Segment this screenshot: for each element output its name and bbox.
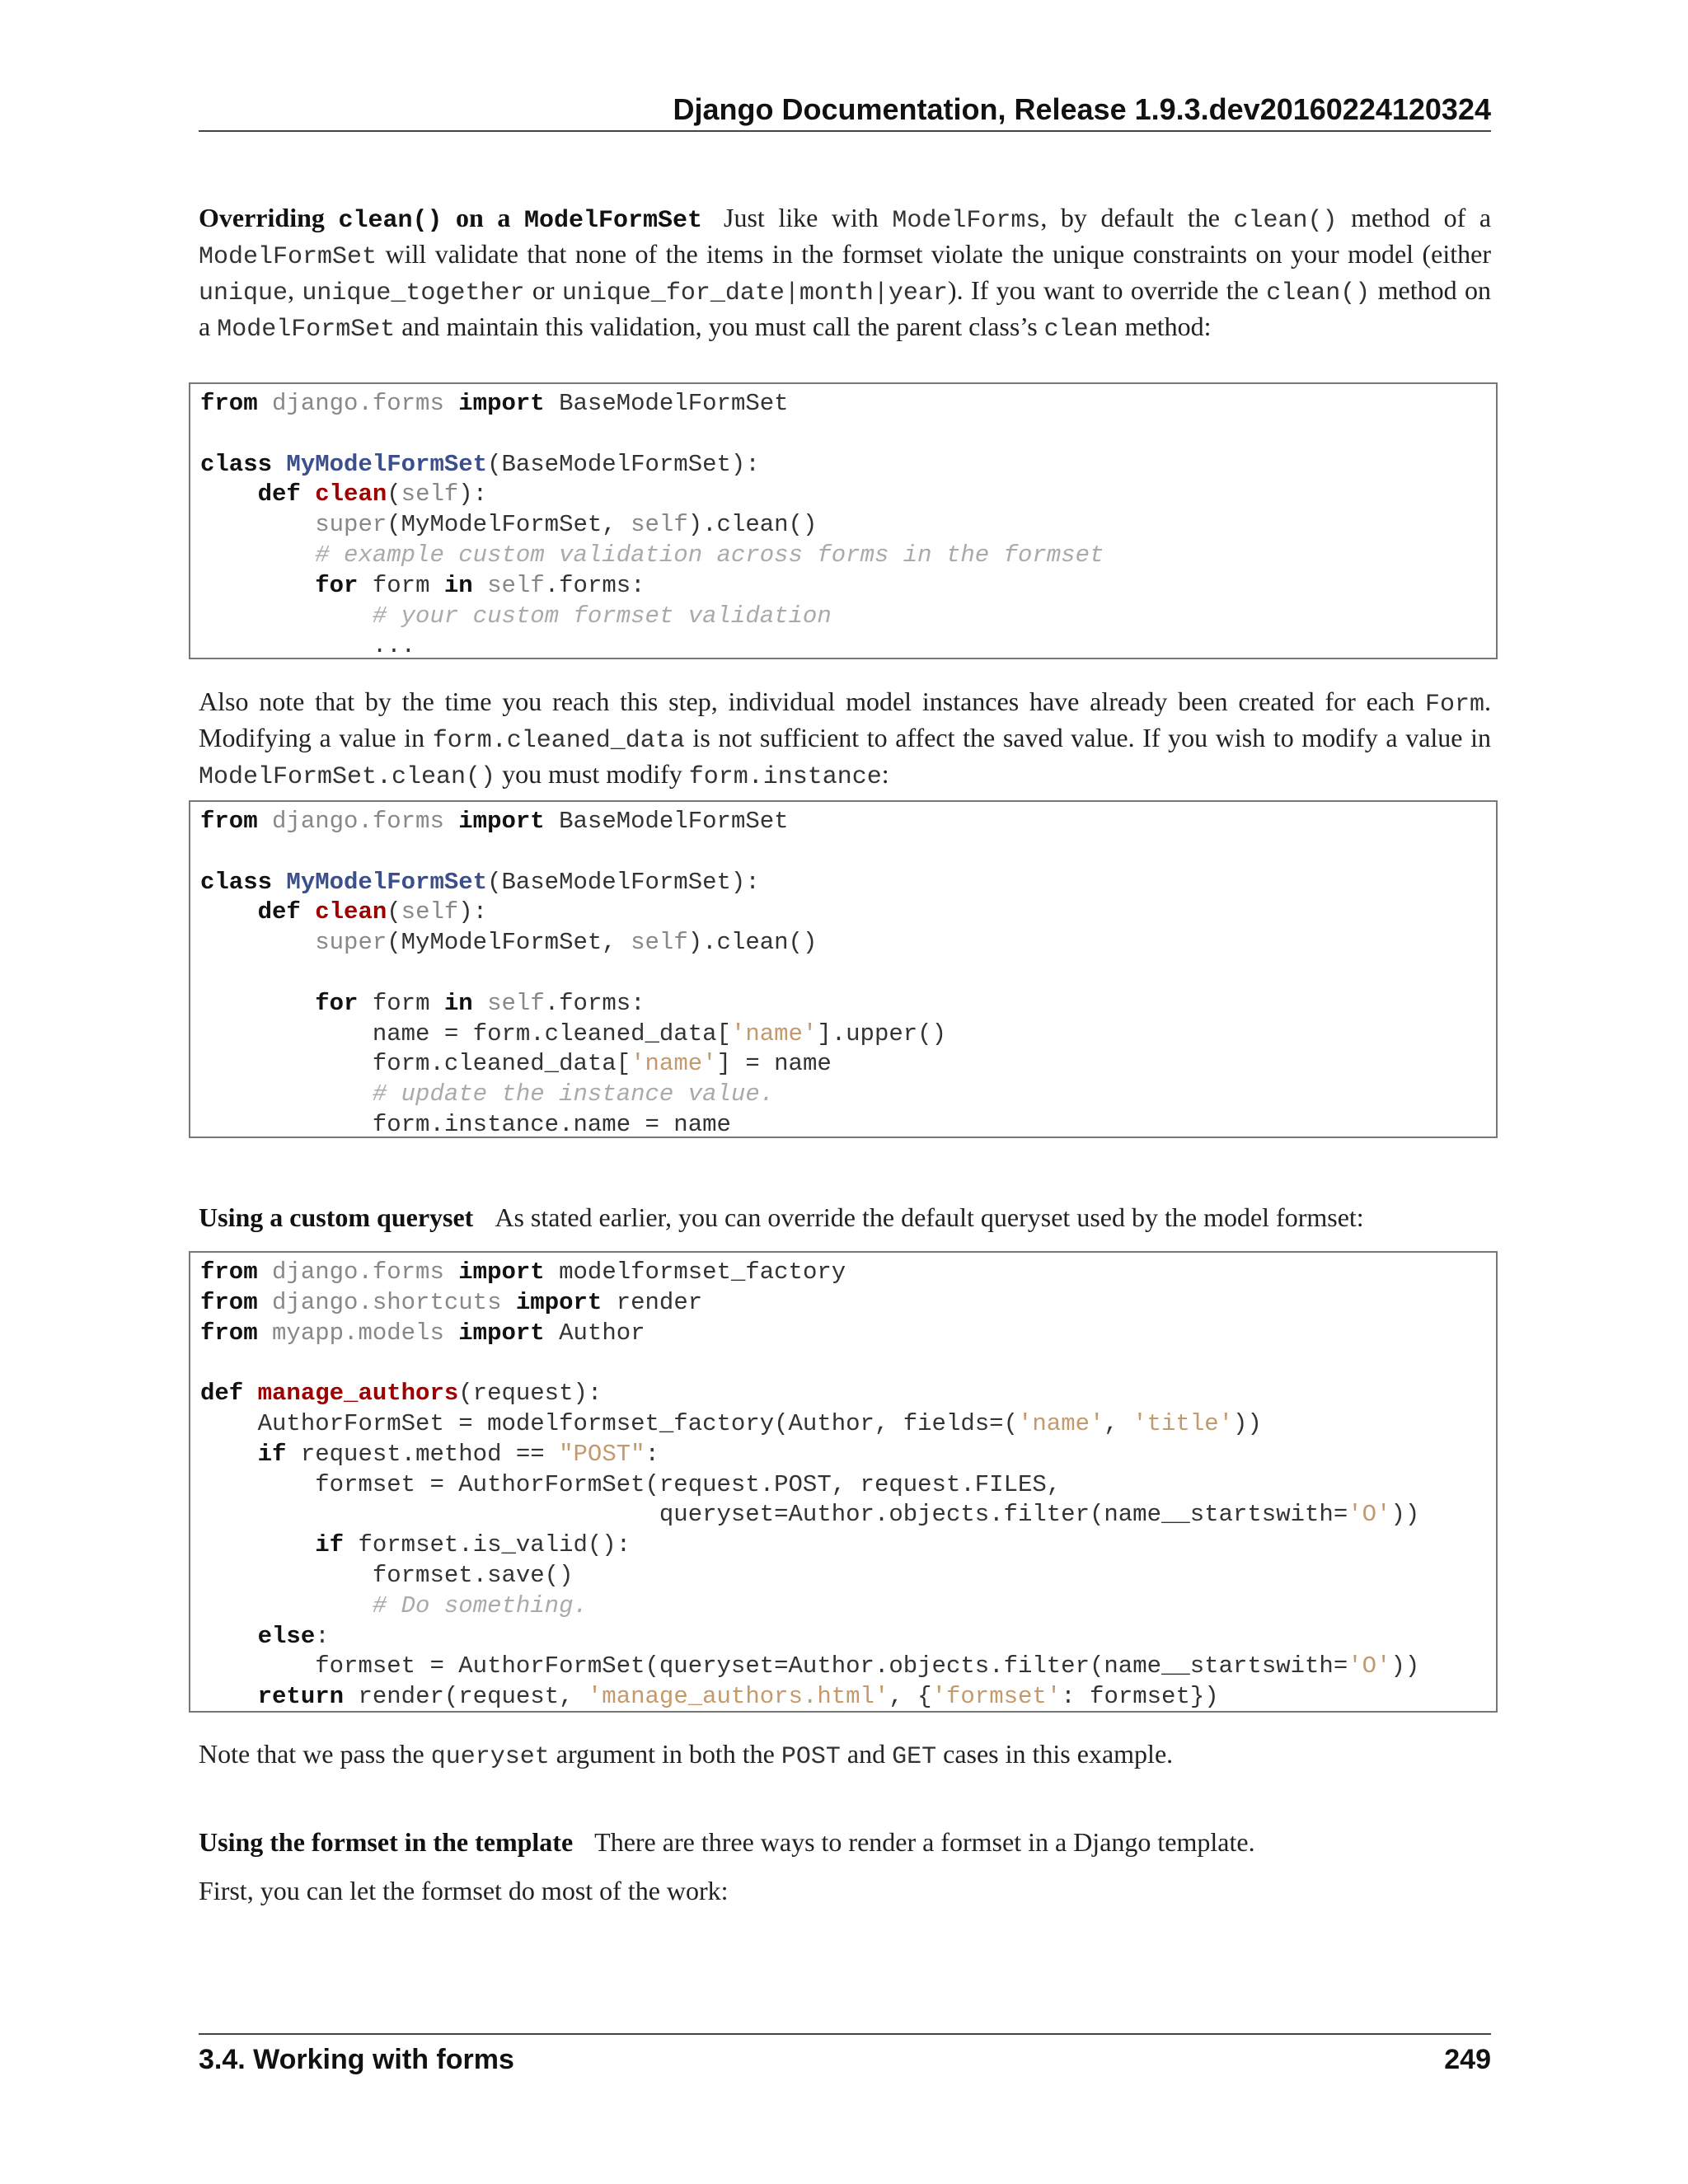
runin-heading-overriding-clean: Overriding clean() on a ModelFormSet xyxy=(199,203,702,235)
code-line: super(MyModelFormSet, self).clean() xyxy=(315,511,818,539)
code-comment: # Do something. xyxy=(372,1591,588,1619)
header-rule xyxy=(199,130,1491,132)
code-line: return render(request, 'manage_authors.html', {'formset': formset}) xyxy=(257,1683,1219,1711)
code-line: AuthorFormSet = modelformset_factory(Author, fields=('name', 'title')) xyxy=(257,1409,1262,1437)
code-line: def clean(self): xyxy=(257,480,488,509)
runin-heading-custom-queryset: Using a custom queryset xyxy=(199,1202,474,1232)
code-line: else: xyxy=(257,1622,330,1650)
code-line: super(MyModelFormSet, self).clean() xyxy=(315,929,818,957)
paragraph-note-queryset-argument: Note that we pass the queryset argument in both the POST and GET cases in this example. xyxy=(199,1739,1174,1771)
paragraph-overriding-clean: Overriding clean() on a ModelFormSet Just like with ModelForms, by default the clean() method of a ModelFormSet will validate that none of the items in the formset violate the unique constraints on your model (either unique, unique_together or unique_for_date|month|year). If you want to override the clean() method on a ModelFormSet and maintain this validation, you must call the parent class’s clean method: xyxy=(199,203,1492,344)
code-comment: # your custom formset validation xyxy=(372,602,832,630)
code-line: formset = AuthorFormSet(queryset=Author.objects.filter(name__startswith='O')) xyxy=(315,1652,1420,1680)
code-block-custom-queryset xyxy=(189,1251,1498,1713)
paragraph-formset-template: Using the formset in the template There are three ways to render a formset in a Django template. xyxy=(199,1827,1255,1857)
code-comment: # example custom validation across forms in the formset xyxy=(315,541,1104,569)
code-block-modify-instance xyxy=(189,800,1498,1138)
code-line: from django.shortcuts import render xyxy=(200,1288,703,1316)
paragraph-custom-queryset: Using a custom queryset As stated earlier, you can override the default queryset used by the model formset: xyxy=(199,1202,1364,1232)
code-line: formset.save() xyxy=(372,1561,574,1589)
code-line: if request.method == "POST": xyxy=(257,1440,659,1468)
runin-heading-formset-template: Using the formset in the template xyxy=(199,1827,574,1857)
code-line: form.instance.name = name xyxy=(372,1110,731,1138)
paragraph-also-note: Also note that by the time you reach this step, individual model instances have already been created for each Form. Modifying a value in form.cleaned_data is not sufficient to affect the saved value. If you wish to modify a value in ModelFormSet.clean() you must modify form.instance: xyxy=(199,687,1492,791)
code-line: queryset=Author.objects.filter(name__startswith='O')) xyxy=(659,1501,1420,1529)
code-block-clean-override xyxy=(189,382,1498,659)
code-line: name = form.cleaned_data['name'].upper() xyxy=(372,1019,946,1047)
code-line: from django.forms import modelformset_factory xyxy=(200,1258,846,1286)
code-line: form.cleaned_data['name'] = name xyxy=(372,1050,832,1078)
code-line: class MyModelFormSet(BaseModelFormSet): xyxy=(200,450,760,478)
code-line: for form in self.forms: xyxy=(315,571,645,599)
paragraph-first-way: First, you can let the formset do most of the work: xyxy=(199,1876,729,1905)
code-line: from myapp.models import Author xyxy=(200,1319,645,1347)
code-comment: # update the instance value. xyxy=(372,1080,775,1108)
code-line: if formset.is_valid(): xyxy=(315,1531,631,1559)
code-line: ... xyxy=(372,632,416,659)
code-line: class MyModelFormSet(BaseModelFormSet): xyxy=(200,868,760,896)
page-header-title: Django Documentation, Release 1.9.3.dev20160224120324 xyxy=(673,92,1491,126)
footer-rule xyxy=(199,2033,1491,2035)
footer-section-title: 3.4. Working with forms xyxy=(199,2044,514,2075)
code-line: def clean(self): xyxy=(257,898,488,926)
code-line: formset = AuthorFormSet(request.POST, request.FILES, xyxy=(315,1470,1062,1498)
footer-page-number: 249 xyxy=(1444,2044,1491,2075)
code-line: from django.forms import BaseModelFormSet xyxy=(200,390,789,417)
code-line: def manage_authors(request): xyxy=(200,1380,603,1408)
code-line: from django.forms import BaseModelFormSet xyxy=(200,808,789,835)
code-line: for form in self.forms: xyxy=(315,989,645,1017)
